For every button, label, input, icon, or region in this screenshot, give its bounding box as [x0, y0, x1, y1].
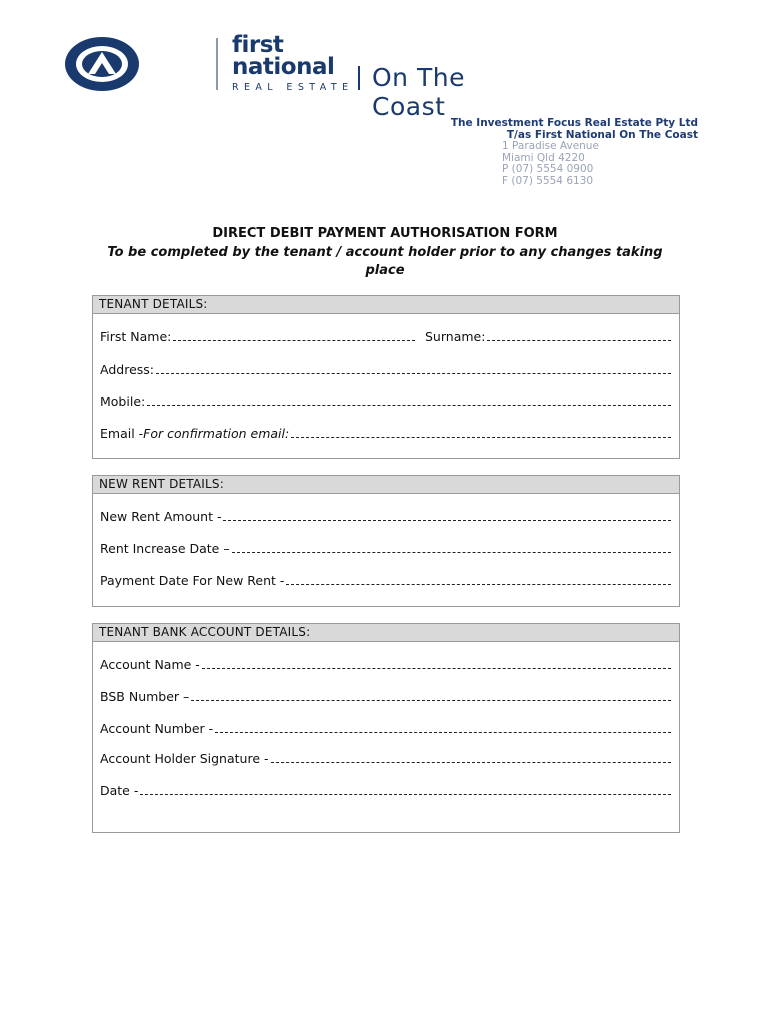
- payment-date-field[interactable]: [286, 583, 671, 585]
- rent-details-header: NEW RENT DETAILS:: [93, 476, 679, 494]
- payment-date-label: Payment Date For New Rent -: [100, 573, 285, 588]
- name-row: [100, 329, 671, 344]
- email-field[interactable]: [291, 436, 671, 438]
- rent-amount-row: [100, 509, 671, 524]
- logo-text-national: national: [232, 54, 335, 80]
- company-trading-as: T/as First National On The Coast: [506, 128, 698, 141]
- form-subtitle: To be completed by the tenant / account holder prior to any changes taking place: [107, 245, 663, 278]
- company-fax: F (07) 5554 6130: [502, 174, 594, 187]
- account-number-row: [100, 721, 671, 736]
- company-address: 1 Paradise Avenue: [502, 140, 599, 153]
- account-name-label: Account Name -: [100, 657, 200, 672]
- email-row: [100, 426, 671, 441]
- company-name: The Investment Focus Real Estate Pty Ltd: [450, 117, 698, 129]
- logo-text-real-estate: REAL ESTATE: [232, 82, 354, 93]
- logo-text-office: On The Coast: [372, 63, 465, 121]
- logo-divider: [216, 38, 218, 90]
- mobile-field[interactable]: [147, 404, 671, 406]
- rent-increase-field[interactable]: [232, 551, 671, 553]
- signature-row: [100, 751, 671, 766]
- email-note: For confirmation email:: [143, 426, 290, 441]
- rent-increase-row: [100, 541, 671, 556]
- form-title: DIRECT DEBIT PAYMENT AUTHORISATION FORM: [212, 226, 558, 241]
- bank-details-section: [92, 623, 680, 833]
- company-details: [380, 118, 698, 188]
- first-national-logo-icon: [64, 36, 140, 92]
- address-label: Address:: [100, 362, 154, 377]
- account-number-field[interactable]: [215, 731, 671, 733]
- date-field[interactable]: [140, 793, 671, 795]
- rent-details-section: [92, 475, 680, 607]
- rent-amount-field[interactable]: [223, 519, 671, 521]
- first-name-field[interactable]: [173, 339, 415, 341]
- date-row: [100, 783, 671, 798]
- payment-date-row: [100, 573, 671, 588]
- tenant-details-section: [92, 295, 680, 459]
- surname-label: Surname:: [425, 329, 486, 344]
- rent-increase-label: Rent Increase Date –: [100, 541, 230, 556]
- company-phone: P (07) 5554 0900: [502, 163, 594, 176]
- account-name-row: [100, 657, 671, 672]
- rent-amount-label: New Rent Amount -: [100, 509, 222, 524]
- logo-text-first: first: [232, 32, 284, 58]
- company-logo: [64, 32, 524, 121]
- address-row: [100, 362, 671, 377]
- tenant-details-header: TENANT DETAILS:: [93, 296, 679, 314]
- first-name-label: First Name:: [100, 329, 172, 344]
- mobile-row: [100, 394, 671, 409]
- email-label: Email -: [100, 426, 144, 441]
- logo-divider-office: [358, 66, 360, 90]
- account-name-field[interactable]: [202, 667, 671, 669]
- company-city: Miami Qld 4220: [502, 151, 585, 164]
- signature-label: Account Holder Signature -: [100, 751, 269, 766]
- bank-details-header: TENANT BANK ACCOUNT DETAILS:: [93, 624, 679, 642]
- signature-field[interactable]: [271, 761, 672, 763]
- address-field[interactable]: [156, 372, 671, 374]
- mobile-label: Mobile:: [100, 394, 146, 409]
- date-label: Date -: [100, 783, 139, 798]
- surname-field[interactable]: [487, 339, 671, 341]
- account-number-label: Account Number -: [100, 721, 214, 736]
- bsb-field[interactable]: [191, 699, 671, 701]
- bsb-row: [100, 689, 671, 704]
- bsb-label: BSB Number –: [100, 689, 190, 704]
